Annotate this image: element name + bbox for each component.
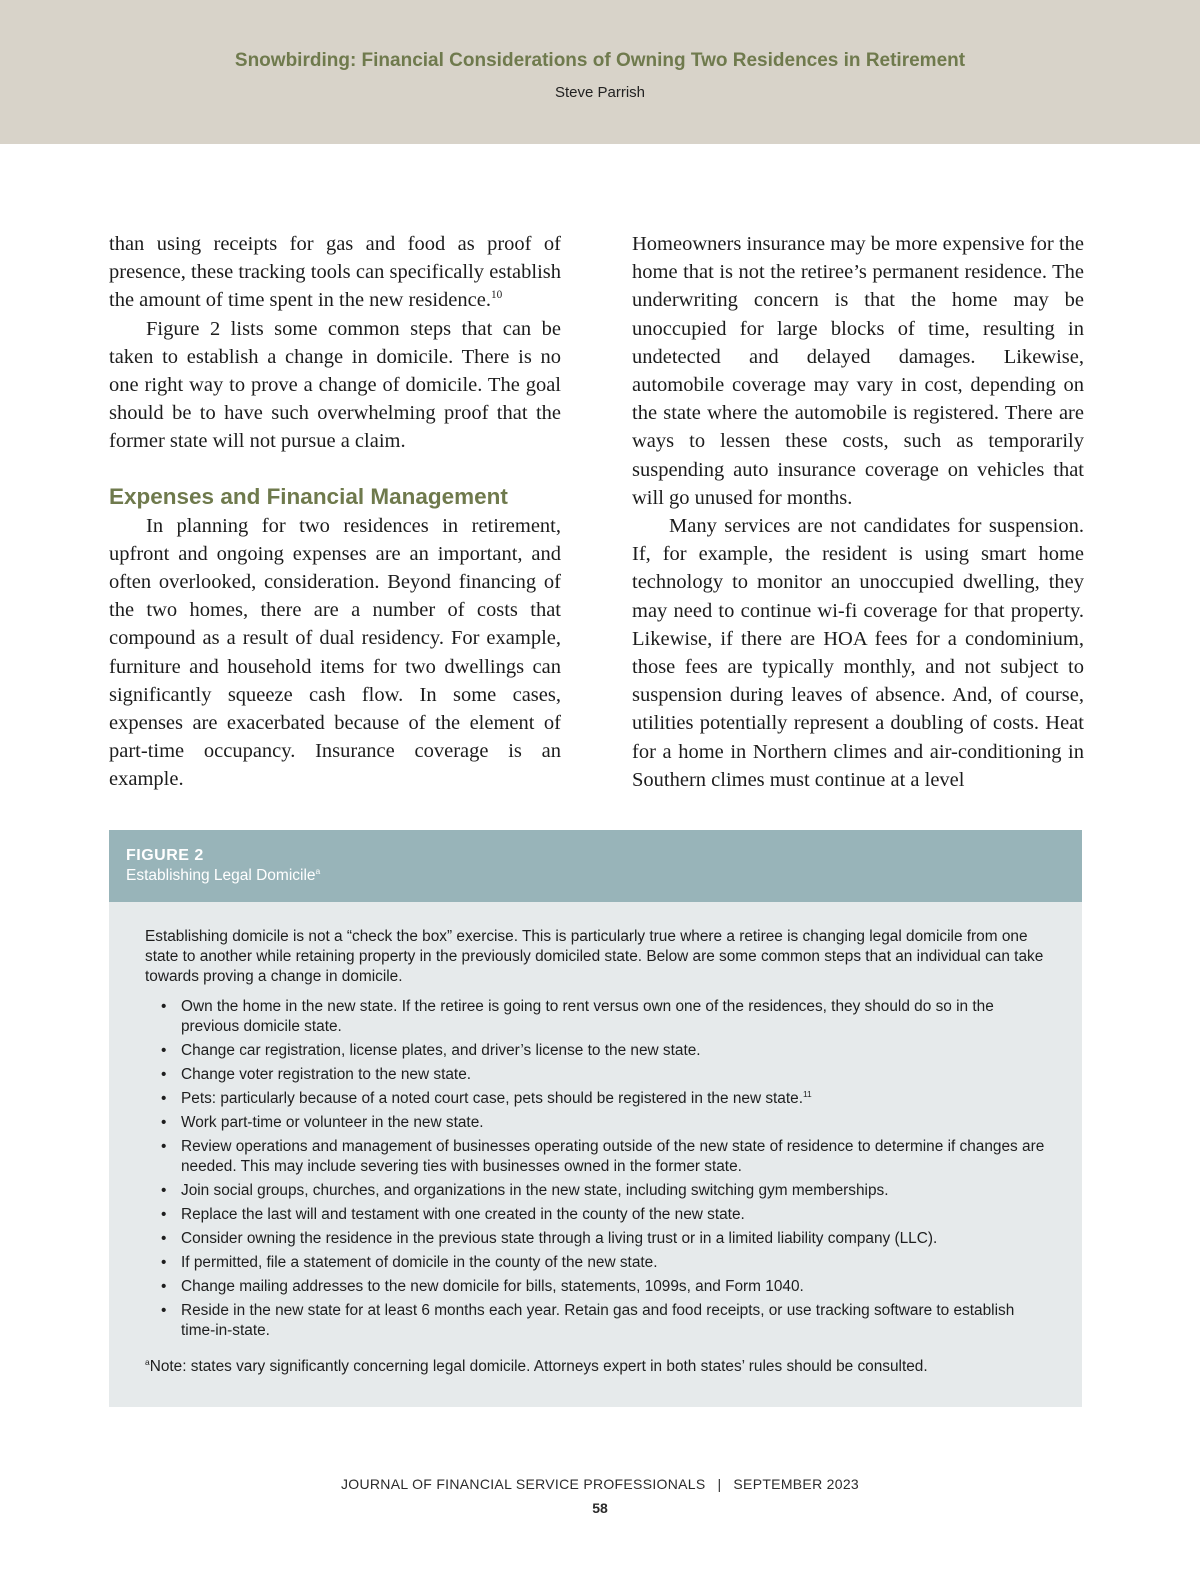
list-item (145, 1089, 1050, 1109)
list-item-text: Pets: particularly because of a noted court case, pets should be registered in the new state. (181, 1090, 803, 1107)
bullet: • (161, 1206, 167, 1223)
list-item-text: Own the home in the new state. If the retiree is going to rent versus own one of the residences, they should do so in the previous domicile state. (181, 998, 994, 1035)
journal-name: JOURNAL OF FINANCIAL SERVICE PROFESSIONALS (340, 1476, 706, 1492)
figure-header (109, 830, 1082, 902)
issue-date: SEPTEMBER 2023 (733, 1476, 860, 1492)
list-item-text: Join social groups, churches, and organizations in the new state, including switching gym memberships. (181, 1182, 889, 1199)
list-item-text: Change car registration, license plates, and driver’s license to the new state. (181, 1042, 701, 1059)
figure-intro: Establishing domicile is not a “check the box” exercise. This is particularly true where a retiree is changing legal domicile from one state to another while retaining property in the previously domiciled state. Below are some common steps that an individual can take towards proving a change in domicile. (145, 928, 1044, 985)
list-item (145, 1277, 1050, 1297)
figure-note-text: Note: states vary significantly concerning legal domicile. Attorneys expert in both states’ rules should be consulted. (149, 1358, 928, 1375)
list-item-text: Consider owning the residence in the previous state through a living trust or in a limited liability company (LLC). (181, 1230, 938, 1247)
article-author: Steve Parrish (554, 84, 646, 101)
left-column (109, 230, 561, 794)
list-item (145, 1181, 1050, 1201)
right-column (632, 230, 1084, 794)
list-item (145, 1229, 1050, 1249)
list-item-text: Review operations and management of businesses operating outside of the new state of residence to determine if changes are needed. This may include severing ties with businesses owned in the former state. (181, 1138, 1045, 1175)
list-item (145, 1041, 1050, 1061)
list-item (145, 1253, 1050, 1273)
bullet: • (161, 1254, 167, 1271)
footer-separator: | (717, 1476, 722, 1492)
article-title: Snowbirding: Financial Considerations of Owning Two Residences in Retirement (234, 50, 966, 71)
figure-title-marker: a (315, 865, 321, 876)
list-item-text: Reside in the new state for at least 6 months each year. Retain gas and food receipts, or use tracking software to establish time-in-state. (181, 1302, 1015, 1339)
bullet: • (161, 1278, 167, 1295)
section-heading: Expenses and Financial Management (109, 483, 508, 509)
footnote-ref-11: 11 (802, 1088, 812, 1099)
footer-journal-line (0, 1476, 1200, 1492)
bullet: • (161, 1114, 167, 1131)
figure-note (145, 1357, 1050, 1377)
bullet: • (161, 1138, 167, 1155)
list-item (145, 1301, 1050, 1341)
bullet: • (161, 1182, 167, 1199)
list-item-text: Work part-time or volunteer in the new state. (181, 1114, 484, 1131)
list-item (145, 1065, 1050, 1085)
page-number: 58 (592, 1500, 608, 1516)
bullet: • (161, 1042, 167, 1059)
list-item-text: Change mailing addresses to the new domicile for bills, statements, 1099s, and Form 1040. (181, 1278, 804, 1295)
figure-note-marker: a (145, 1356, 150, 1367)
list-item (145, 1137, 1050, 1177)
left-paragraph-1-text: than using receipts for gas and food as proof of presence, these tracking tools can specifically establish the amount of time spent in the new residence. (109, 233, 561, 312)
left-paragraph-3: In planning for two residences in retirement, upfront and ongoing expenses are an important, and often overlooked, consideration. Beyond financing of the two homes, there are a number of costs that compound as a result of dual residency. For example, furniture and household items for two dwellings can significantly squeeze cash flow. In some cases, expenses are exacerbated because of the element of part-time occupancy. Insurance coverage is an example. (109, 514, 561, 791)
list-item (145, 1205, 1050, 1225)
footnote-ref-10: 10 (490, 289, 503, 302)
figure-title-text: Establishing Legal Domicile (126, 867, 316, 884)
bullet: • (161, 1230, 167, 1247)
list-item-text: If permitted, file a statement of domicile in the county of the new state. (181, 1254, 658, 1271)
right-paragraph-2: Many services are not candidates for suspension. If, for example, the resident is using smart home technology to monitor an unoccupied dwelling, they may need to continue wi-fi coverage for that property. Likewise, if there are HOA fees for a condominium, those fees are typically monthly, and not subject to suspension during leaves of absence. And, of course, utilities potentially represent a doubling of costs. Heat for a home in Northern climes and air-conditioning in Southern climes must continue at a level (632, 515, 1084, 791)
figure-label: FIGURE 2 (126, 847, 204, 864)
left-paragraph-1 (109, 230, 561, 315)
list-item (145, 997, 1050, 1037)
header-band (0, 0, 1200, 144)
figure-title (126, 867, 320, 885)
bullet: • (161, 1090, 167, 1107)
figure-body (145, 927, 1050, 1377)
list-item (145, 1113, 1050, 1133)
list-item-text: Change voter registration to the new state. (181, 1066, 472, 1083)
right-paragraph-1: Homeowners insurance may be more expensive for the home that is not the retiree’s permanent residence. The underwriting concern is that the home may be unoccupied for large blocks of time, resulting in undetected and delayed damages. Likewise, automobile coverage may vary in cost, depending on the state where the automobile is registered. There are ways to lessen these costs, such as temporarily suspending auto insurance coverage on vehicles that will go unused for months. (632, 233, 1084, 509)
list-item-text: Replace the last will and testament with one created in the county of the new state. (181, 1206, 745, 1223)
bullet: • (161, 1302, 167, 1319)
left-paragraph-2: Figure 2 lists some common steps that can be taken to establish a change in domicile. There is no one right way to prove a change of domicile. The goal should be to have such overwhelming proof that the former state will not pursue a claim. (109, 317, 561, 453)
figure-box (109, 830, 1082, 1407)
figure-step-list (145, 997, 1050, 1341)
bullet: • (161, 1066, 167, 1083)
bullet: • (161, 998, 167, 1015)
